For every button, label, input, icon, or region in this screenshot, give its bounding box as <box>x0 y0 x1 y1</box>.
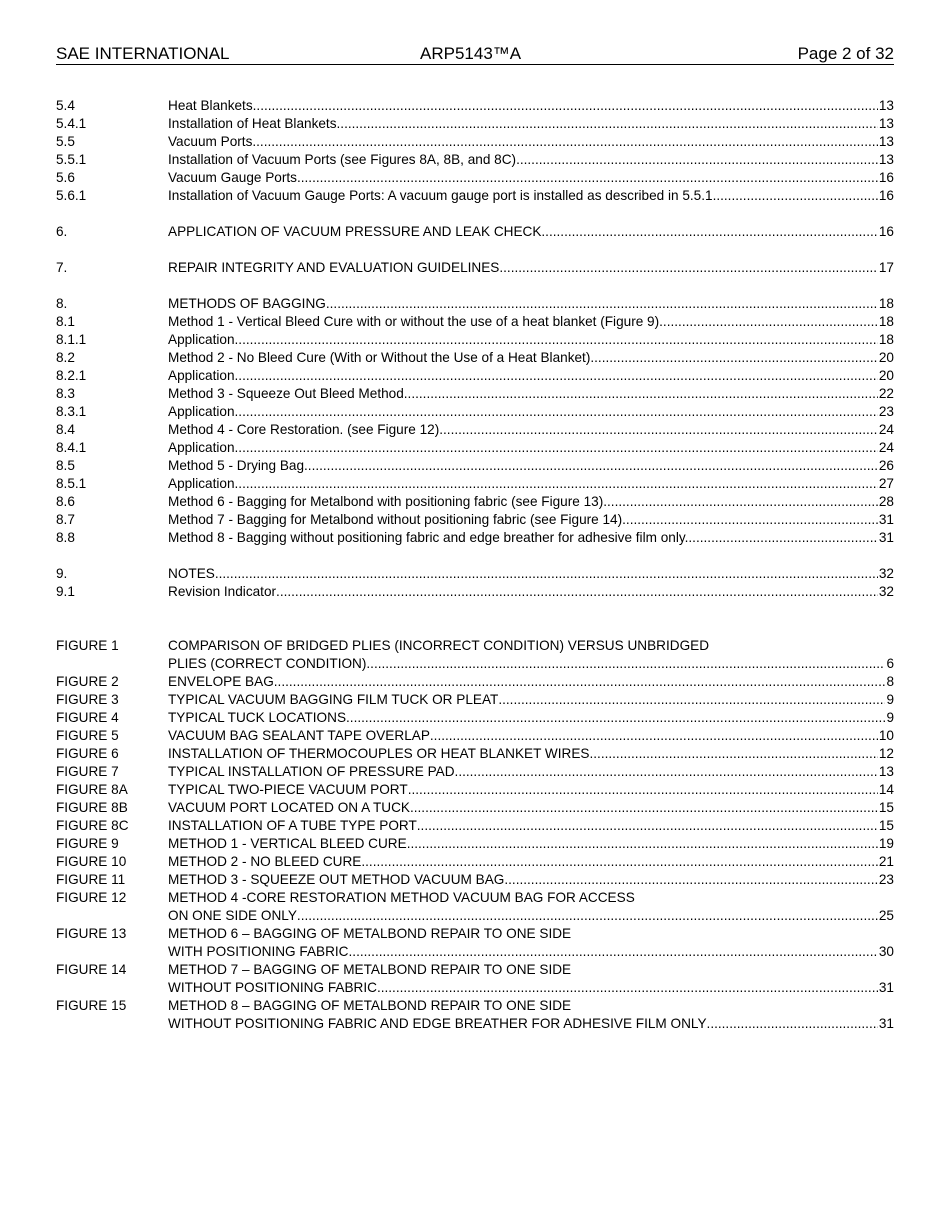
figure-entry[interactable] <box>56 655 894 673</box>
toc-entry[interactable] <box>56 385 894 403</box>
figure-entry-first-line[interactable] <box>56 997 894 1015</box>
header-document-number: ARP5143™A <box>420 44 522 63</box>
toc-entry-title-text: Revision Indicator <box>168 584 277 599</box>
figure-entry-first-line[interactable] <box>56 925 894 943</box>
toc-entry-title <box>168 385 894 403</box>
toc-entry-number: 5.4 <box>56 98 75 113</box>
header-organization: SAE INTERNATIONAL <box>56 44 230 63</box>
figure-entry[interactable] <box>56 709 894 727</box>
figure-entry[interactable] <box>56 727 894 745</box>
header-page-number: Page 2 of 32 <box>797 44 894 63</box>
figure-entry[interactable] <box>56 673 894 691</box>
toc-entry[interactable] <box>56 421 894 439</box>
figure-entry-first-line[interactable] <box>56 961 894 979</box>
toc-entry[interactable] <box>56 583 894 601</box>
toc-entry[interactable] <box>56 475 894 493</box>
toc-dot-leader <box>607 493 878 511</box>
toc-entry-title <box>168 565 894 583</box>
toc-entry-title-text: PLIES (CORRECT CONDITION) <box>168 656 367 671</box>
toc-entry-title <box>168 853 894 871</box>
toc-entry-title <box>168 421 894 439</box>
toc-entry-title-text: REPAIR INTEGRITY AND EVALUATION GUIDELINES <box>168 260 500 275</box>
toc-entry-title <box>168 745 894 763</box>
toc-dot-leader <box>713 187 878 205</box>
toc-entry-number: 9.1 <box>56 584 75 599</box>
toc-dot-leader <box>215 565 878 583</box>
toc-entry-title <box>168 907 894 925</box>
figure-entry-number: FIGURE 1 <box>56 638 119 653</box>
toc-entry[interactable] <box>56 313 894 331</box>
toc-entry-title-text: Installation of Heat Blankets <box>168 116 337 131</box>
toc-dot-leader <box>688 529 877 547</box>
toc-entry-title-text: Method 6 - Bagging for Metalbond with positioning fabric (see Figure 13). <box>168 494 608 509</box>
toc-entry-title <box>168 691 894 709</box>
toc-entry[interactable] <box>56 295 894 313</box>
toc-entry-title-text: Application <box>168 440 235 455</box>
toc-entry-page: 13 <box>878 134 894 149</box>
toc-entry-number: 5.4.1 <box>56 116 87 131</box>
toc-entry-title <box>168 511 894 529</box>
toc-entry-page: 31 <box>878 1016 894 1031</box>
toc-dot-leader <box>404 385 878 403</box>
toc-dot-leader <box>235 475 878 493</box>
toc-entry-title <box>168 583 894 601</box>
figure-entry-title-line: COMPARISON OF BRIDGED PLIES (INCORRECT CONDITION) VERSUS UNBRIDGED <box>168 638 710 653</box>
toc-dot-leader <box>439 421 878 439</box>
toc-dot-leader <box>274 673 886 691</box>
toc-entry-page: 6 <box>886 656 894 671</box>
toc-dot-leader <box>304 457 878 475</box>
toc-entry-title <box>168 403 894 421</box>
toc-entry-number: FIGURE 9 <box>56 836 119 851</box>
toc-entry[interactable] <box>56 529 894 547</box>
toc-entry-title <box>168 979 894 997</box>
toc-entry-title-text: Method 7 - Bagging for Metalbond without positioning fabric (see Figure 14) <box>168 512 623 527</box>
toc-entry-title <box>168 439 894 457</box>
toc-entry-page: 13 <box>878 764 894 779</box>
toc-entry-page: 10 <box>878 728 894 743</box>
toc-entry[interactable] <box>56 493 894 511</box>
toc-entry-page: 9 <box>886 710 894 725</box>
toc-entry-number: 6. <box>56 224 68 239</box>
toc-entry[interactable] <box>56 403 894 421</box>
figure-entry-title-line: METHOD 7 – BAGGING OF METALBOND REPAIR TO ONE SIDE <box>168 962 572 977</box>
toc-entry-title <box>168 763 894 781</box>
toc-entry-page: 16 <box>878 188 894 203</box>
toc-entry-title <box>168 187 894 205</box>
toc-entry[interactable] <box>56 223 894 241</box>
toc-entry-page: 12 <box>878 746 894 761</box>
figure-entry[interactable] <box>56 781 894 799</box>
toc-entry-title <box>168 367 894 385</box>
toc-entry-page: 27 <box>878 476 894 491</box>
toc-dot-leader <box>235 331 878 349</box>
figure-entry[interactable] <box>56 835 894 853</box>
toc-entry-number: 5.6.1 <box>56 188 87 203</box>
toc-dot-leader <box>516 151 878 169</box>
toc-entry[interactable] <box>56 259 894 277</box>
toc-entry-title <box>168 295 894 313</box>
toc-dot-leader <box>297 169 878 187</box>
toc-dot-leader <box>235 367 878 385</box>
toc-entry-page: 25 <box>878 908 894 923</box>
toc-entry-number: 8.1 <box>56 314 75 329</box>
toc-entry-page: 24 <box>878 422 894 437</box>
figure-entry[interactable] <box>56 799 894 817</box>
toc-entry[interactable] <box>56 115 894 133</box>
toc-entry-page: 20 <box>878 350 894 365</box>
toc-entry-page: 16 <box>878 224 894 239</box>
toc-entry-title <box>168 1015 894 1033</box>
figure-entry-number: FIGURE 12 <box>56 890 127 905</box>
figure-entry-indent <box>56 979 168 997</box>
toc-entry[interactable] <box>56 367 894 385</box>
toc-entry[interactable] <box>56 457 894 475</box>
figure-entry-first-line[interactable] <box>56 637 894 655</box>
toc-entry-number: 8.5.1 <box>56 476 87 491</box>
toc-entry-title-text: INSTALLATION OF THERMOCOUPLES OR HEAT BLANKET WIRES <box>168 746 590 761</box>
toc-entry-title-text: ON ONE SIDE ONLY <box>168 908 297 923</box>
toc-entry[interactable] <box>56 565 894 583</box>
toc-entry-number: FIGURE 8B <box>56 800 128 815</box>
toc-entry[interactable] <box>56 97 894 115</box>
figure-entry-title-line: METHOD 4 -CORE RESTORATION METHOD VACUUM BAG FOR ACCESS <box>168 890 635 905</box>
toc-entry-title-text: TYPICAL INSTALLATION OF PRESSURE PAD <box>168 764 455 779</box>
toc-entry-title-text: TYPICAL TWO-PIECE VACUUM PORT <box>168 782 408 797</box>
toc-entry-title <box>168 223 894 241</box>
figure-entry-indent <box>56 1015 168 1033</box>
toc-entry-page: 16 <box>878 170 894 185</box>
toc-entry-title <box>168 133 894 151</box>
toc-dot-leader <box>589 745 877 763</box>
figure-entry[interactable] <box>56 943 894 961</box>
toc-entry-page: 17 <box>878 260 894 275</box>
toc-entry-title <box>168 871 894 889</box>
toc-dot-leader <box>326 295 878 313</box>
figure-entry-number: FIGURE 13 <box>56 926 127 941</box>
toc-entry-title <box>168 817 894 835</box>
toc-entry-title-text: Installation of Vacuum Gauge Ports: A vacuum gauge port is installed as described in 5.5.1 <box>168 188 713 203</box>
toc-entry-number: FIGURE 2 <box>56 674 119 689</box>
toc-dot-leader <box>361 853 878 871</box>
toc-entry-title-text: Application <box>168 368 235 383</box>
toc-entry-number: FIGURE 6 <box>56 746 119 761</box>
toc-entry-page: 20 <box>878 368 894 383</box>
toc-entry-title <box>168 475 894 493</box>
toc-entry-title <box>168 493 894 511</box>
toc-entry-title <box>168 259 894 277</box>
toc-entry-title <box>168 457 894 475</box>
toc-entry-title-text: METHOD 3 - SQUEEZE OUT METHOD VACUUM BAG <box>168 872 505 887</box>
toc-entry-number: 5.5.1 <box>56 152 87 167</box>
toc-entry-title <box>168 97 894 115</box>
toc-entry-title <box>168 727 894 745</box>
toc-entry-number: 8.2 <box>56 350 75 365</box>
figure-entry[interactable] <box>56 745 894 763</box>
figure-entry-title-line: METHOD 6 – BAGGING OF METALBOND REPAIR TO ONE SIDE <box>168 926 572 941</box>
toc-entry-title-text: VACUUM BAG SEALANT TAPE OVERLAP <box>168 728 430 743</box>
toc-entry-number: FIGURE 11 <box>56 872 126 887</box>
toc-entry-number: 8.1.1 <box>56 332 87 347</box>
toc-entry-number: 8.6 <box>56 494 75 509</box>
toc-entry-page: 18 <box>878 296 894 311</box>
figure-entry[interactable] <box>56 691 894 709</box>
toc-entry-title-text: TYPICAL VACUUM BAGGING FILM TUCK OR PLEAT <box>168 692 499 707</box>
toc-entry[interactable] <box>56 511 894 529</box>
toc-entry-number: 5.6 <box>56 170 75 185</box>
toc-entry-number: 8.4 <box>56 422 75 437</box>
toc-entry-number: FIGURE 5 <box>56 728 119 743</box>
toc-dot-leader <box>366 655 885 673</box>
toc-dot-leader <box>707 1015 878 1033</box>
toc-entry-page: 30 <box>878 944 894 959</box>
toc-entry-title-text: Heat Blankets <box>168 98 253 113</box>
toc-entry-page: 13 <box>878 116 894 131</box>
figure-entry-indent <box>56 907 168 925</box>
toc-entry-number: 8.5 <box>56 458 75 473</box>
toc-entry-title-text: Method 5 - Drying Bag <box>168 458 305 473</box>
toc-dot-leader <box>235 439 878 457</box>
figure-entry-indent <box>56 655 168 673</box>
toc-entry-number: 8.3 <box>56 386 75 401</box>
toc-entry-number: FIGURE 10 <box>56 854 127 869</box>
toc-entry-page: 23 <box>878 404 894 419</box>
toc-dot-leader <box>408 781 878 799</box>
toc-entry-page: 13 <box>878 98 894 113</box>
toc-entry[interactable] <box>56 439 894 457</box>
toc-entry-number: FIGURE 8A <box>56 782 128 797</box>
toc-dot-leader <box>455 763 878 781</box>
page-header <box>56 44 894 65</box>
toc-entry-title-text: Application <box>168 404 235 419</box>
toc-entry-page: 31 <box>878 530 894 545</box>
toc-entry-title-text: METHODS OF BAGGING <box>168 296 326 311</box>
toc-dot-leader <box>337 115 878 133</box>
toc-entry-title <box>168 331 894 349</box>
toc-entry-page: 24 <box>878 440 894 455</box>
table-of-contents <box>56 97 894 1033</box>
toc-entry-title <box>168 313 894 331</box>
toc-dot-leader <box>377 979 878 997</box>
toc-entry-number: FIGURE 3 <box>56 692 119 707</box>
toc-dot-leader <box>622 511 878 529</box>
figure-entry[interactable] <box>56 763 894 781</box>
toc-entry-title <box>168 151 894 169</box>
toc-entry-page: 32 <box>878 566 894 581</box>
toc-entry-number: FIGURE 8C <box>56 818 129 833</box>
toc-dot-leader <box>410 799 878 817</box>
toc-entry-page: 31 <box>878 512 894 527</box>
toc-entry-title-text: METHOD 2 - NO BLEED CURE <box>168 854 362 869</box>
toc-entry-title <box>168 169 894 187</box>
figure-entry-first-line[interactable] <box>56 889 894 907</box>
toc-dot-leader <box>253 97 878 115</box>
toc-entry-title-text: Method 2 - No Bleed Cure (With or Without the Use of a Heat Blanket) <box>168 350 591 365</box>
toc-dot-leader <box>407 835 878 853</box>
toc-dot-leader <box>498 691 885 709</box>
toc-entry-title <box>168 349 894 367</box>
toc-dot-leader <box>541 223 877 241</box>
toc-entry-title-text: Vacuum Gauge Ports <box>168 170 297 185</box>
toc-entry[interactable] <box>56 187 894 205</box>
toc-entry-number: 8.4.1 <box>56 440 87 455</box>
toc-entry-title-text: TYPICAL TUCK LOCATIONS <box>168 710 347 725</box>
toc-entry-page: 22 <box>878 386 894 401</box>
toc-entry-title-text: Method 1 - Vertical Bleed Cure with or without the use of a heat blanket (Figure 9) <box>168 314 660 329</box>
toc-entry[interactable] <box>56 151 894 169</box>
toc-entry-page: 9 <box>886 692 894 707</box>
toc-dot-leader <box>499 259 878 277</box>
toc-entry-title-text: Method 3 - Squeeze Out Bleed Method <box>168 386 404 401</box>
toc-entry-number: 7. <box>56 260 68 275</box>
toc-entry-title-text: METHOD 1 - VERTICAL BLEED CURE <box>168 836 407 851</box>
toc-entry-title-text: Vacuum Ports <box>168 134 253 149</box>
toc-entry-number: 8.2.1 <box>56 368 87 383</box>
figure-entry-number: FIGURE 15 <box>56 998 127 1013</box>
toc-entry-number: 8.7 <box>56 512 75 527</box>
toc-dot-leader <box>590 349 878 367</box>
toc-dot-leader <box>430 727 878 745</box>
toc-entry-page: 26 <box>878 458 894 473</box>
toc-entry-page: 18 <box>878 332 894 347</box>
toc-entry-title <box>168 115 894 133</box>
toc-entry-title <box>168 709 894 727</box>
toc-entry-title-text: Installation of Vacuum Ports (see Figures 8A, 8B, and 8C) <box>168 152 517 167</box>
toc-entry-title <box>168 799 894 817</box>
toc-entry-number: 8.3.1 <box>56 404 87 419</box>
toc-entry-title <box>168 655 894 673</box>
toc-entry-number: 8.8 <box>56 530 75 545</box>
toc-dot-leader <box>276 583 878 601</box>
toc-entry-title-text: WITHOUT POSITIONING FABRIC <box>168 980 377 995</box>
toc-entry-title-text: Application <box>168 332 235 347</box>
toc-entry-title-text: WITHOUT POSITIONING FABRIC AND EDGE BREATHER FOR ADHESIVE FILM ONLY <box>168 1016 707 1031</box>
toc-entry-title-text: Method 4 - Core Restoration. (see Figure 12) <box>168 422 440 437</box>
toc-entry-title-text: VACUUM PORT LOCATED ON A TUCK <box>168 800 410 815</box>
toc-entry-page: 21 <box>878 854 894 869</box>
figure-entry[interactable] <box>56 1015 894 1033</box>
figure-entry-number: FIGURE 14 <box>56 962 127 977</box>
toc-entry-title-text: APPLICATION OF VACUUM PRESSURE AND LEAK CHECK <box>168 224 542 239</box>
toc-entry-page: 32 <box>878 584 894 599</box>
figure-entry-indent <box>56 943 168 961</box>
toc-entry-page: 19 <box>878 836 894 851</box>
toc-dot-leader <box>297 907 878 925</box>
toc-entry-number: FIGURE 4 <box>56 710 119 725</box>
toc-entry-page: 15 <box>878 818 894 833</box>
toc-entry-page: 15 <box>878 800 894 815</box>
toc-entry-number: 5.5 <box>56 134 75 149</box>
toc-entry-page: 28 <box>878 494 894 509</box>
toc-entry-number: 8. <box>56 296 68 311</box>
toc-entry-title <box>168 781 894 799</box>
toc-dot-leader <box>504 871 878 889</box>
figure-entry[interactable] <box>56 853 894 871</box>
figure-entry-title-line: METHOD 8 – BAGGING OF METALBOND REPAIR TO ONE SIDE <box>168 998 572 1013</box>
toc-entry-title <box>168 943 894 961</box>
toc-entry[interactable] <box>56 331 894 349</box>
toc-entry[interactable] <box>56 169 894 187</box>
toc-dot-leader <box>252 133 878 151</box>
toc-entry-title <box>168 529 894 547</box>
toc-entry[interactable] <box>56 349 894 367</box>
toc-entry-title-text: Application <box>168 476 235 491</box>
toc-entry-number: 9. <box>56 566 68 581</box>
toc-entry-page: 23 <box>878 872 894 887</box>
figure-entry[interactable] <box>56 907 894 925</box>
toc-dot-leader <box>235 403 878 421</box>
toc-dot-leader <box>417 817 878 835</box>
toc-entry[interactable] <box>56 133 894 151</box>
toc-entry-title-text: Method 8 - Bagging without positioning fabric and edge breather for adhesive film only. <box>168 530 689 545</box>
toc-entry-page: 8 <box>886 674 894 689</box>
toc-entry-title <box>168 835 894 853</box>
toc-entry-page: 14 <box>878 782 894 797</box>
toc-entry-title-text: WITH POSITIONING FABRIC <box>168 944 349 959</box>
toc-entry-page: 13 <box>878 152 894 167</box>
toc-entry-page: 18 <box>878 314 894 329</box>
figure-entry[interactable] <box>56 817 894 835</box>
figure-entry[interactable] <box>56 871 894 889</box>
figure-entry[interactable] <box>56 979 894 997</box>
toc-entry-title-text: INSTALLATION OF A TUBE TYPE PORT <box>168 818 417 833</box>
toc-entry-title-text: NOTES <box>168 566 215 581</box>
toc-entry-page: 31 <box>878 980 894 995</box>
toc-entry-title-text: ENVELOPE BAG <box>168 674 274 689</box>
toc-dot-leader <box>659 313 878 331</box>
toc-entry-title <box>168 673 894 691</box>
toc-entry-number: FIGURE 7 <box>56 764 119 779</box>
toc-dot-leader <box>346 709 885 727</box>
toc-dot-leader <box>349 943 878 961</box>
